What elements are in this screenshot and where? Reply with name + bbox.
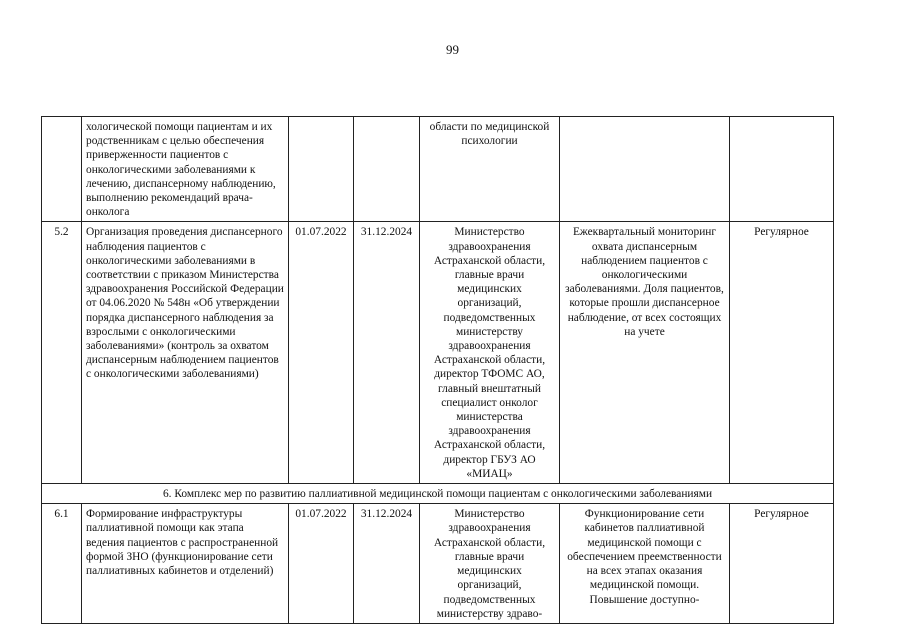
section-title: 6. Комплекс мер по развитию паллиативной медицинской помощи пациентам с онкологическими заболеваниями bbox=[42, 484, 834, 504]
end-date-cell: 31.12.2024 bbox=[354, 222, 420, 484]
responsible-cell: Министерство здравоохранения Астраханской области, главные врачи медицинских организаций, подведомственных министерству здраво- bbox=[420, 504, 560, 624]
type-cell bbox=[730, 117, 834, 222]
section-row bbox=[42, 484, 834, 504]
row-number: 5.2 bbox=[42, 222, 82, 484]
table-row bbox=[42, 117, 834, 222]
row-number bbox=[42, 117, 82, 222]
result-cell: Ежеквартальный мониторинг охвата диспансерным наблюдением пациентов с онкологическими заболеваниями. Доля пациентов, которые прошли диспансерное наблюдение, от всех состоящих на учете bbox=[560, 222, 730, 484]
type-cell: Регулярное bbox=[730, 504, 834, 624]
table-row bbox=[42, 222, 834, 484]
event-cell: Формирование инфраструктуры паллиативной помощи как этапа ведения пациентов с распространенной формой ЗНО (функционирование сети паллиативных кабинетов и отделений) bbox=[82, 504, 289, 624]
event-cell: Организация проведения диспансерного наблюдения пациентов с онкологическими заболеваниями в соответствии с приказом Министерства здравоохранения Российской Федерации от 04.06.2020 № 548н «Об утверждении порядка диспансерного наблюдения за взрослыми с онкологическими заболеваниями» (контроль за охватом диспансерным наблюдением пациентов с онкологическими заболеваниями) bbox=[82, 222, 289, 484]
end-date-cell bbox=[354, 117, 420, 222]
event-cell: хологической помощи пациентам и их родственникам с целью обеспечения приверженности пациентов с онкологическими заболеваниями к лечению, диспансерному наблюдению, выполнению рекомендаций врача-онколога bbox=[82, 117, 289, 222]
result-cell bbox=[560, 117, 730, 222]
page-number: 99 bbox=[446, 42, 459, 57]
responsible-cell: Министерство здравоохранения Астраханской области, главные врачи медицинских организаций, подведомственных министерству здравоохранения Астраханской области, директор ТФОМС АО, главный внештатный специалист онколог министерства здравоохранения Астраханской области, директор ГБУЗ АО «МИАЦ» bbox=[420, 222, 560, 484]
start-date-cell: 01.07.2022 bbox=[289, 504, 354, 624]
start-date-cell: 01.07.2022 bbox=[289, 222, 354, 484]
type-cell: Регулярное bbox=[730, 222, 834, 484]
responsible-cell: области по медицинской психологии bbox=[420, 117, 560, 222]
end-date-cell: 31.12.2024 bbox=[354, 504, 420, 624]
start-date-cell bbox=[289, 117, 354, 222]
result-cell: Функционирование сети кабинетов паллиативной медицинской помощи с обеспечением преемственности на всех этапах оказания медицинской помощи. Повышение доступно- bbox=[560, 504, 730, 624]
row-number: 6.1 bbox=[42, 504, 82, 624]
table-row bbox=[42, 504, 834, 624]
measures-table bbox=[41, 116, 834, 624]
